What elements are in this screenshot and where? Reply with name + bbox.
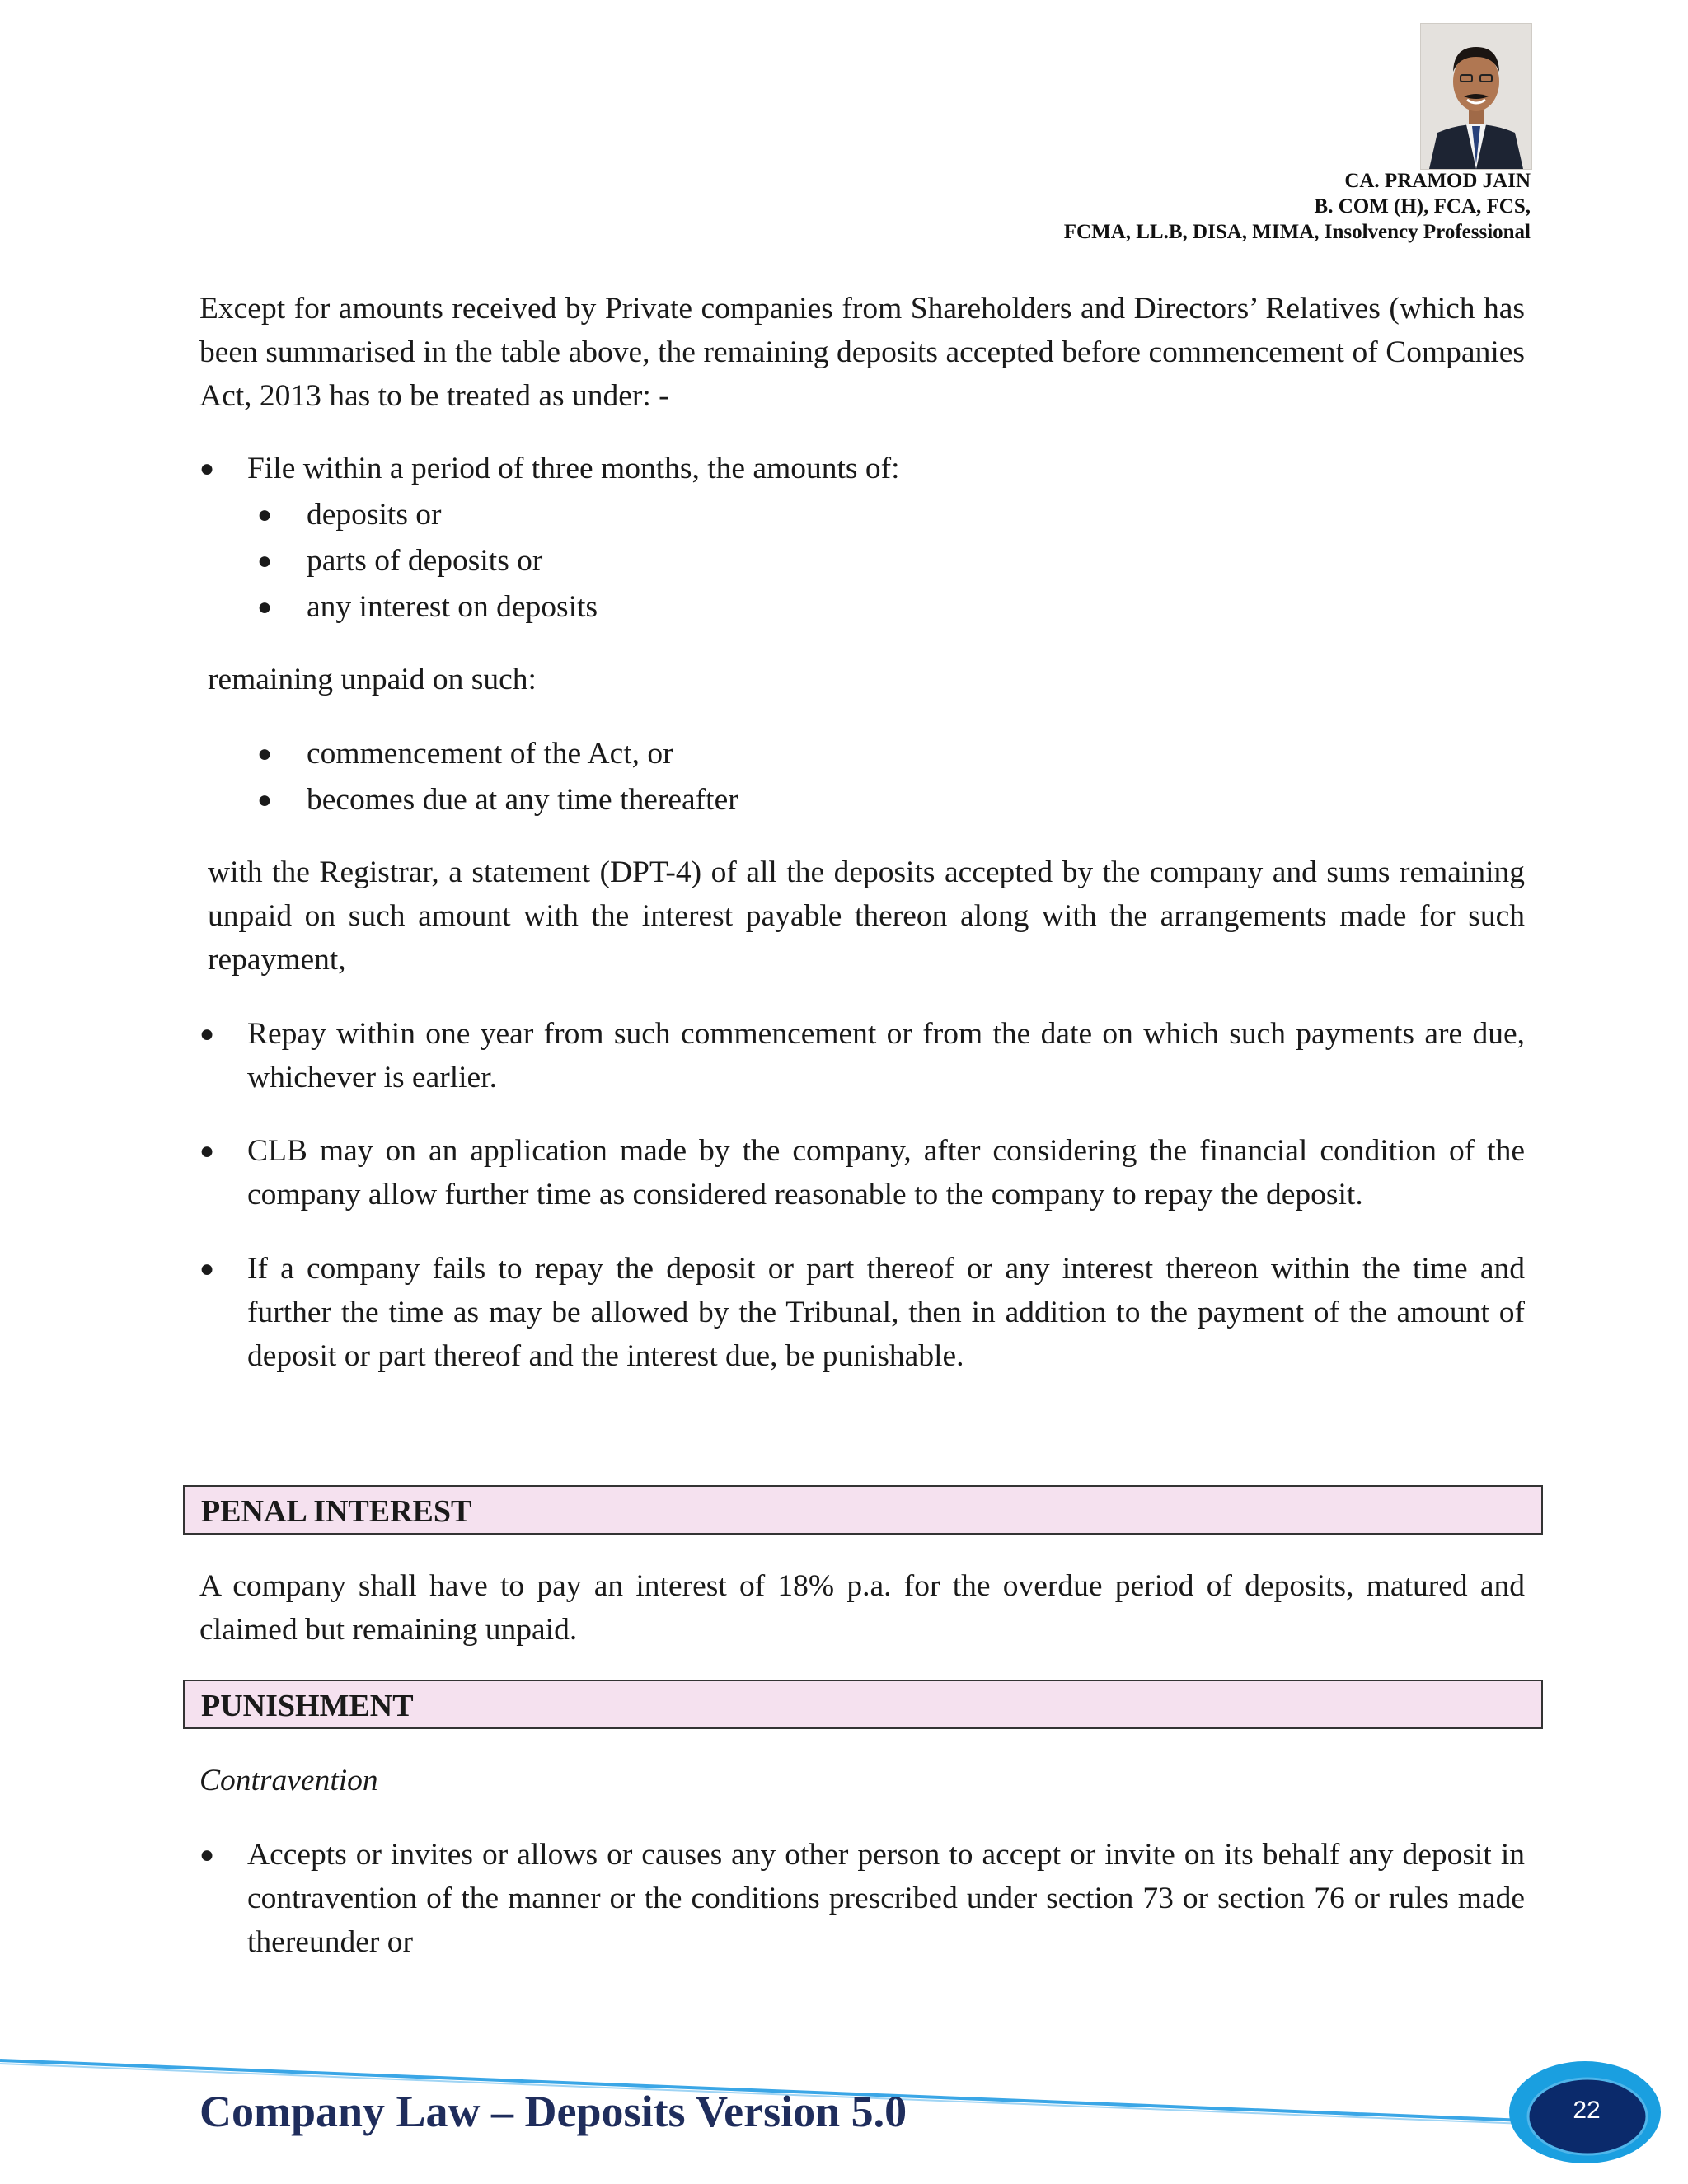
registrar-paragraph: with the Registrar, a statement (DPT-4) of all the deposits accepted by the company and sums remaining unpaid on such amount with the interest payable thereon along with the arrangements made for such repayment,: [208, 855, 1525, 977]
bullet-file-text: File within a period of three months, the amounts of:: [247, 452, 900, 485]
bullet-icon: ●: [199, 1255, 215, 1282]
bullet-icon: ●: [257, 547, 273, 574]
bullet-icon: ●: [199, 1841, 215, 1868]
author-qualifications-2: FCMA, LL.B, DISA, MIMA, Insolvency Professional: [1063, 221, 1531, 243]
author-credentials: [1064, 168, 1531, 245]
bullet-icon: ●: [199, 455, 215, 482]
bullet-icon: ●: [257, 501, 273, 528]
bullet-icon: ●: [257, 593, 273, 621]
bullet-icon: ●: [199, 1020, 215, 1047]
penal-interest-heading: PENAL INTEREST: [183, 1485, 1543, 1535]
author-qualifications-1: B. COM (H), FCA, FCS,: [1314, 195, 1531, 218]
bullet-icon: ●: [199, 1137, 215, 1165]
remaining-unpaid-text: remaining unpaid on such:: [208, 663, 537, 696]
footer-document-title: Company Law – Deposits Version 5.0: [199, 2087, 907, 2136]
author-portrait-photo: [1420, 23, 1532, 170]
bullet-icon: ●: [257, 786, 273, 813]
intro-paragraph: Except for amounts received by Private companies from Shareholders and Directors’ Relatives (which has been summarised in the table above, the remaining deposits accepted before commencement of Companies Act, 2013 has to be treated as under: -: [199, 292, 1525, 413]
page-number: 22: [1573, 2097, 1601, 2124]
contravention-subheading: Contravention: [199, 1764, 378, 1797]
punishment-heading: PUNISHMENT: [183, 1680, 1543, 1729]
bullet-icon: ●: [257, 740, 273, 767]
penal-interest-text: A company shall have to pay an interest of 18% p.a. for the overdue period of deposits, matured and claimed but remaining unpaid.: [199, 1569, 1525, 1647]
author-name: CA. PRAMOD JAIN: [1344, 170, 1531, 192]
